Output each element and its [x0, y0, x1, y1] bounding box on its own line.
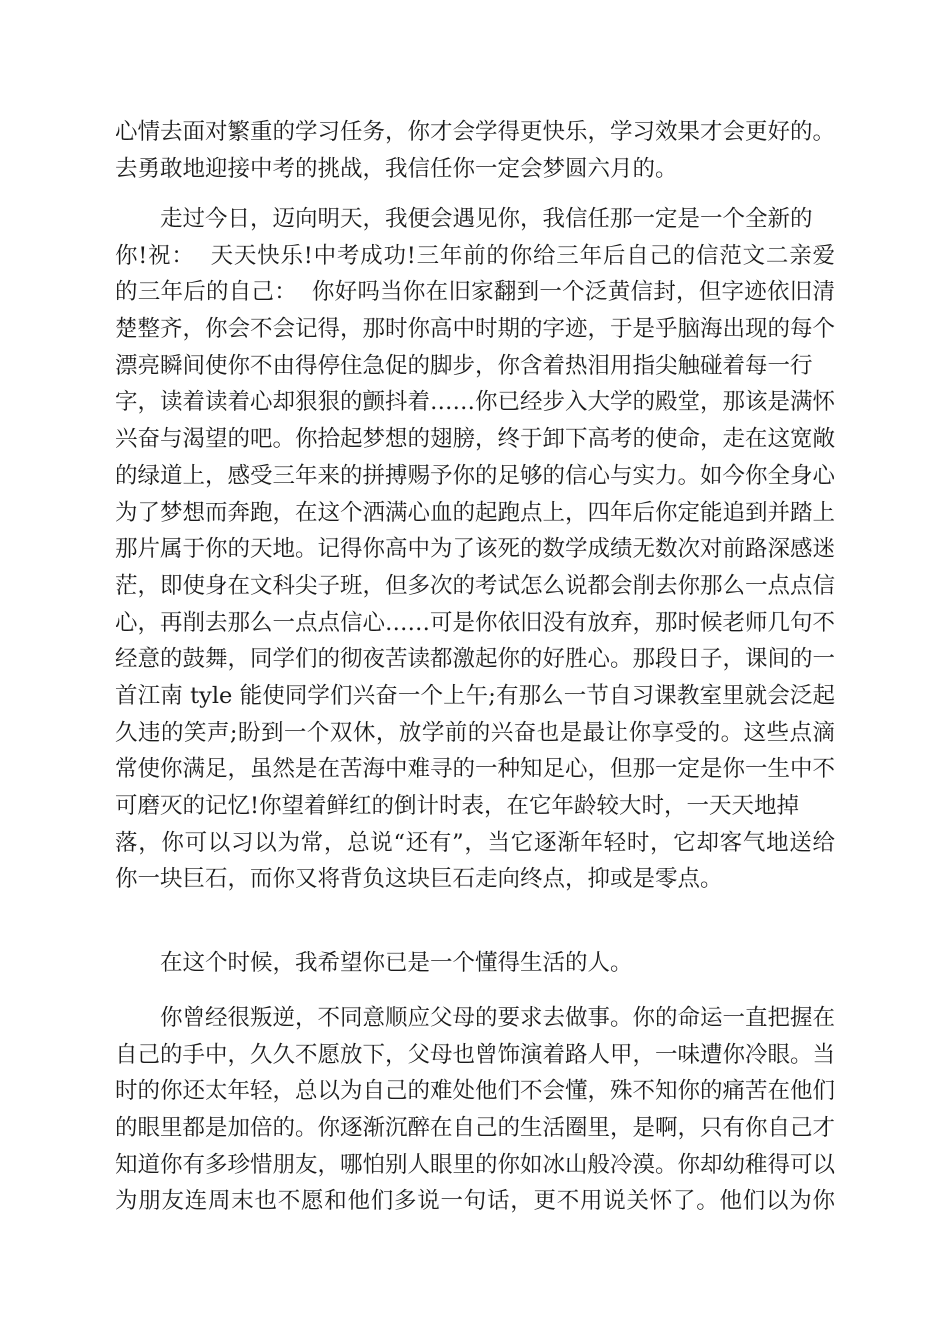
text-line: 在这个时候，我希望你已是一个懂得生活的人。 — [160, 950, 633, 976]
text-line: 字，读着读着心却狠狠的颤抖着……你已经步入大学的殿堂，那该是满怀 — [115, 389, 836, 416]
text-line: 首江南 tyle 能使同学们兴奋一个上午;有那么一节自习课教室里就会泛起 — [115, 682, 835, 709]
text-line: 漂亮瞬间使你不由得停住急促的脚步，你含着热泪用指尖触碰着每一行 — [115, 352, 813, 379]
text-line: 心情去面对繁重的学习任务，你才会学得更快乐，学习效果才会更好的。 — [115, 119, 836, 145]
text-line: 自己的手中，久久不愿放下，父母也曾饰演着路人甲，一味遭你冷眼。当 — [115, 1041, 836, 1068]
text-line: 茫，即使身在文科尖子班，但多次的考试怎么说都会削去你那么一点点信 — [115, 572, 836, 599]
text-line: 的眼里都是加倍的。你逐渐沉醉在自己的生活圈里，是啊，只有你自己才 — [115, 1115, 836, 1142]
text-line: 去勇敢地迎接中考的挑战，我信任你一定会梦圆六月的。 — [115, 155, 678, 182]
text-line: 心，再削去那么一点点信心……可是你依旧没有放弃，那时候老师几句不 — [115, 609, 836, 636]
text-line: 走过今日，迈向明天，我便会遇见你，我信任那一定是一个全新的 — [160, 206, 813, 232]
text-line: 为朋友连周末也不愿和他们多说一句话，更不用说关怀了。他们以为你 — [115, 1188, 835, 1215]
text-line: 经意的鼓舞，同学们的彻夜苦读都激起你的好胜心。那段日子，课间的一 — [115, 646, 836, 673]
text-line: 那片属于你的天地。记得你高中为了该死的数学成绩无数次对前路深感迷 — [115, 536, 836, 563]
text-line: 知道你有多珍惜朋友，哪怕别人眼里的你如冰山般冷漠。你却幼稚得可以 — [115, 1151, 836, 1178]
text-line: 常使你满足，虽然是在苦海中难寻的一种知足心，但那一定是你一生中不 — [115, 756, 836, 783]
text-line: 你!祝： 天天快乐!中考成功!三年前的你给三年后自己的信范文二亲爱 — [115, 242, 835, 269]
text-line: 兴奋与渴望的吧。你拾起梦想的翅膀，终于卸下高考的使命，走在这宽敞 — [115, 426, 836, 453]
paragraph-2 — [115, 201, 835, 898]
text-line: 时的你还太年轻，总以为自己的难处他们不会懂，殊不知你的痛苦在他们 — [115, 1078, 836, 1105]
text-line: 你曾经很叛逆，不同意顺应父母的要求去做事。你的命运一直把握在 — [160, 1005, 836, 1031]
text-line: 为了梦想而奔跑，在这个洒满心血的起跑点上，四年后你定能追到并踏上 — [115, 499, 836, 526]
paragraph-3 — [115, 945, 835, 982]
paragraph-1 — [115, 114, 835, 187]
paragraph-4 — [115, 1000, 835, 1220]
text-line: 落，你可以习以为常，总说“还有”，当它逐渐年轻时，它却客气地送给 — [115, 829, 835, 856]
text-line: 楚整齐，你会不会记得，那时你高中时期的字迹，于是乎脑海出现的每个 — [115, 316, 836, 343]
text-line: 你一块巨石，而你又将背负这块巨石走向终点，抑或是零点。 — [115, 866, 723, 893]
text-line: 可磨灭的记忆!你望着鲜红的倒计时表，在它年龄较大时，一天天地掉 — [115, 793, 800, 819]
text-line: 久违的笑声;盼到一个双休，放学前的兴奋也是最让你享受的。这些点滴 — [115, 719, 835, 746]
text-line: 的绿道上，感受三年来的拼搏赐予你的足够的信心与实力。如今你全身心 — [115, 462, 836, 489]
text-line: 的三年后的自己： 你好吗当你在旧家翻到一个泛黄信封，但字迹依旧清 — [115, 279, 835, 306]
